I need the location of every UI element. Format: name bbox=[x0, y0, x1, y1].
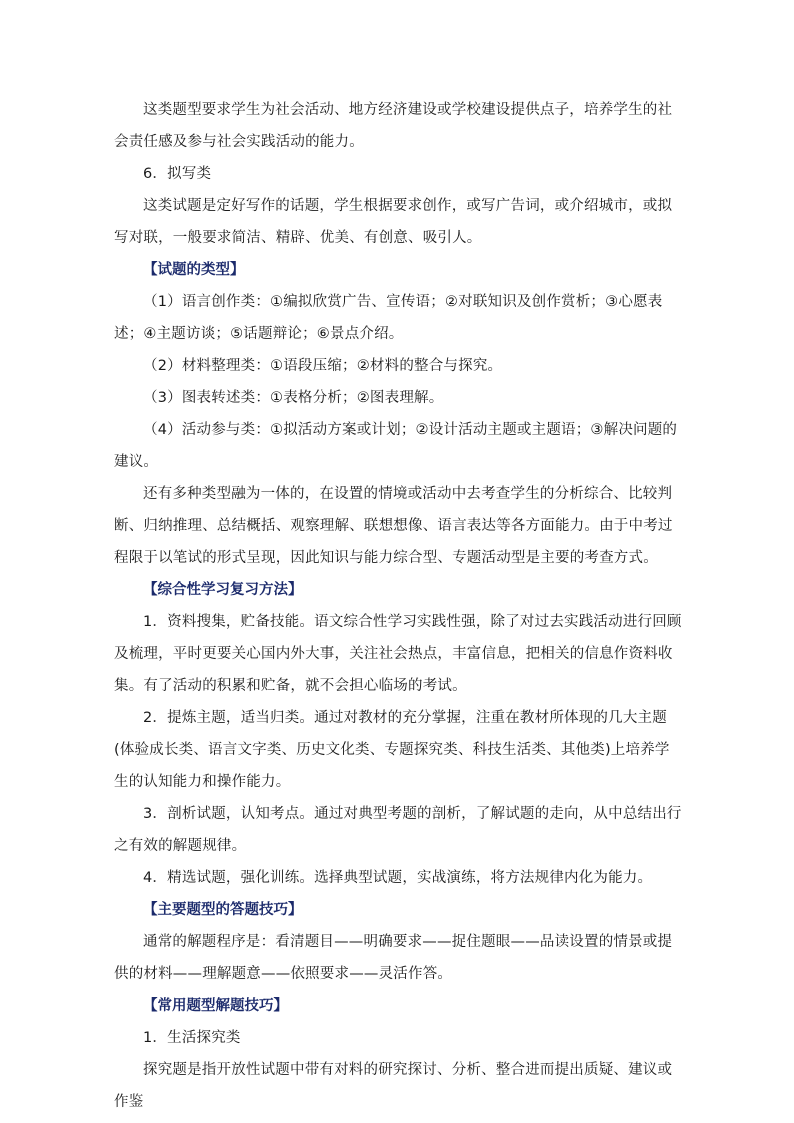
paragraph-9: 还有多种类型融为一体的，在设置的情境或活动中去考查学生的分析综合、比较判断、归纳推理、总结概括、观察理解、联想想像、语言表达等各方面能力。由于中考过程限于以笔试的形式呈现，因此知识与能力综合型、专题活动型是主要的考查方式。 bbox=[114, 486, 673, 566]
section-heading-review-methods: 【综合性学习复习方法】 bbox=[143, 582, 303, 598]
paragraph-8: （4）活动参与类：①拟活动方案或计划；②设计活动主题或主题语；③解决问题的建议。 bbox=[114, 422, 678, 470]
paragraph-5: （1）语言创作类：①编拟欣赏广告、宣传语；②对联知识及创作赏析；③心愿表述；④主题访谈；⑤话题辩论；⑥景点介绍。 bbox=[114, 294, 663, 342]
paragraph-6: （2）材料整理类：①语段压缩；②材料的整合与探究。 bbox=[143, 358, 503, 374]
paragraph-19: 探究题是指开放性试题中带有对料的研究探讨、分析、整合进而提出质疑、建议或作鉴 bbox=[114, 1062, 673, 1110]
paragraph-11: 1．资料搜集，贮备技能。语文综合性学习实践性强，除了对过去实践活动进行回顾及梳理，平时更要关心国内外大事，关注社会热点，丰富信息，把相关的信息作资料收集。有了活动的积累和贮备，就不会担心临场的考试。 bbox=[114, 614, 682, 694]
paragraph-2: 6．拟写类 bbox=[143, 166, 212, 182]
paragraph-18: 1．生活探究类 bbox=[143, 1030, 241, 1046]
document-page bbox=[114, 94, 682, 1118]
paragraph-16: 通常的解题程序是：看清题目——明确要求——捉住题眼——品读设置的情景或提供的材料——理解题意——依照要求——灵活作答。 bbox=[114, 934, 673, 982]
paragraph-12: 2．提炼主题，适当归类。通过对教材的充分掌握，注重在教材所体现的几大主题(体验成长类、语言文字类、历史文化类、专题探究类、科技生活类、其他类)上培养学生的认知能力和操作能力。 bbox=[114, 710, 670, 790]
section-heading-answer-skills: 【主要题型的答题技巧】 bbox=[143, 902, 303, 918]
paragraph-14: 4．精选试题，强化训练。选择典型试题，实战演练，将方法规律内化为能力。 bbox=[143, 870, 653, 886]
paragraph-7: （3）图表转述类：①表格分析；②图表理解。 bbox=[143, 390, 444, 406]
section-heading-common-skills: 【常用题型解题技巧】 bbox=[143, 998, 288, 1014]
paragraph-13: 3．剖析试题，认知考点。通过对典型考题的剖析，了解试题的走向，从中总结出行之有效的解题规律。 bbox=[114, 806, 682, 854]
paragraph-1: 这类题型要求学生为社会活动、地方经济建设或学校建设提供点子，培养学生的社会责任感及参与社会实践活动的能力。 bbox=[114, 102, 673, 150]
paragraph-3: 这类试题是定好写作的话题，学生根据要求创作，或写广告词，或介绍城市，或拟写对联，一般要求简洁、精辟、优美、有创意、吸引人。 bbox=[114, 198, 673, 246]
section-heading-question-types: 【试题的类型】 bbox=[143, 262, 245, 278]
